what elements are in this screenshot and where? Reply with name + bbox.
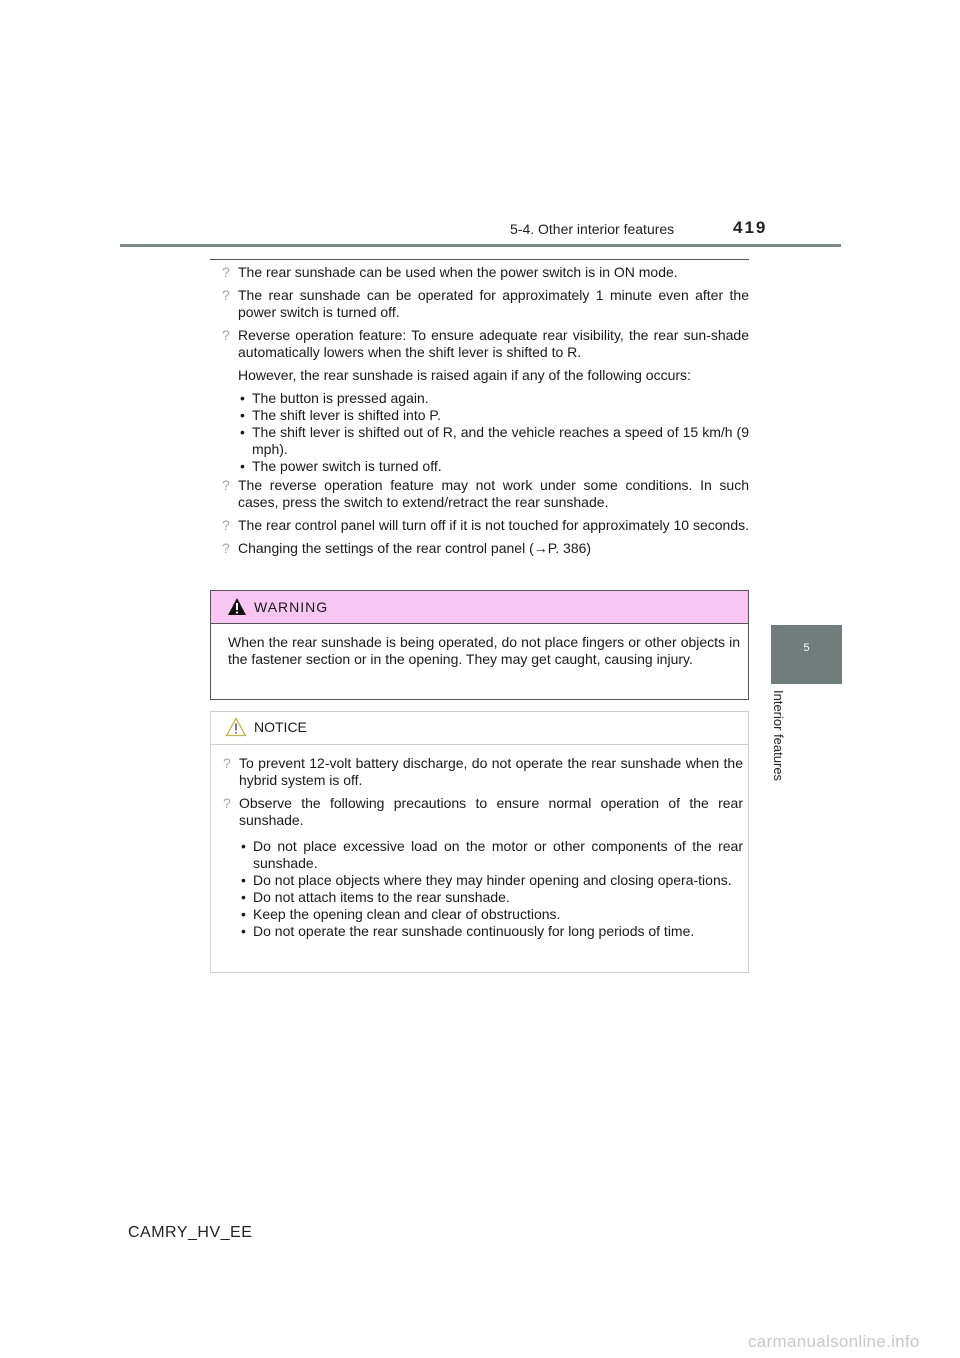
main-content <box>222 264 749 563</box>
list-item: • The power switch is turned off. <box>240 458 442 474</box>
list-item: • Keep the opening clean and clear of obstructions. <box>241 906 561 922</box>
list-item: ? The reverse operation feature may not work under some conditions. In such cases, press the switch to extend/retract the rear sunshade. <box>222 477 749 510</box>
chapter-number: 5 <box>803 642 810 654</box>
bullet-icon: ? <box>222 477 230 493</box>
notice-text <box>223 755 743 940</box>
list-item: ? Observe the following precautions to ensure normal operation of the rear sunshade. <box>223 795 743 828</box>
section-title: 5-4. Other interior features <box>510 221 675 237</box>
warning-text: When the rear sunshade is being operated, do not place fingers or other objects in the fastener section or in the opening. They may get caught, causing injury. <box>228 634 740 667</box>
list-item: • Do not operate the rear sunshade continuously for long periods of time. <box>241 923 695 939</box>
model-code: CAMRY_HV_EE <box>128 1224 253 1241</box>
warning-header <box>211 591 748 624</box>
bullet-icon: ? <box>222 540 230 556</box>
chapter-tab[interactable] <box>771 625 842 684</box>
list-item: ? Reverse operation feature: To ensure adequate rear visibility, the rear sun-shade automatically lowers when the shift lever is shifted to R. <box>222 327 749 360</box>
list-item: • Do not place excessive load on the motor or other components of the rear sunshade. <box>241 838 743 871</box>
list-item: ? The rear sunshade can be operated for approximately 1 minute even after the power switch is turned off. <box>222 287 749 320</box>
content-rule <box>210 259 749 260</box>
bullet-icon: ? <box>222 517 230 533</box>
warning-box <box>210 590 749 700</box>
bullet-icon: ? <box>222 287 230 303</box>
cross-reference[interactable]: ? Changing the settings of the rear control panel (→P. 386) <box>222 540 592 556</box>
list-item: ? To prevent 12-volt battery discharge, do not operate the rear sunshade when the hybrid system is off. <box>223 755 743 788</box>
list-item: • Do not attach items to the rear sunshade. <box>241 889 510 905</box>
reverse-note: However, the rear sunshade is raised again if any of the following occurs: <box>238 367 691 383</box>
list-item: • The shift lever is shifted into P. <box>240 407 441 423</box>
notice-box <box>210 711 749 973</box>
warning-icon <box>227 597 247 616</box>
list-item: ? The rear sunshade can be used when the power switch is in ON mode. <box>222 264 678 280</box>
chapter-label: Interior features <box>771 690 786 782</box>
page-number: 419 <box>733 218 768 237</box>
warning-title: WARNING <box>254 599 329 615</box>
header-rule <box>120 244 841 247</box>
bullet-icon: ? <box>222 327 230 343</box>
notice-icon <box>225 717 247 737</box>
notice-header <box>211 712 748 745</box>
bullet-icon: ? <box>222 264 230 280</box>
list-item: ? The rear control panel will turn off if it is not touched for approximately 10 seconds. <box>222 517 750 533</box>
list-item: • Do not place objects where they may hinder opening and closing opera-tions. <box>241 872 732 888</box>
bullet-icon: ? <box>223 755 231 771</box>
list-item: • The button is pressed again. <box>240 390 429 406</box>
bullet-icon: ? <box>223 795 231 811</box>
notice-title: NOTICE <box>254 719 307 735</box>
list-item: • The shift lever is shifted out of R, and the vehicle reaches a speed of 15 km/h (9 mph). <box>240 424 749 457</box>
watermark[interactable]: carmanualsonline.info <box>748 1332 920 1351</box>
